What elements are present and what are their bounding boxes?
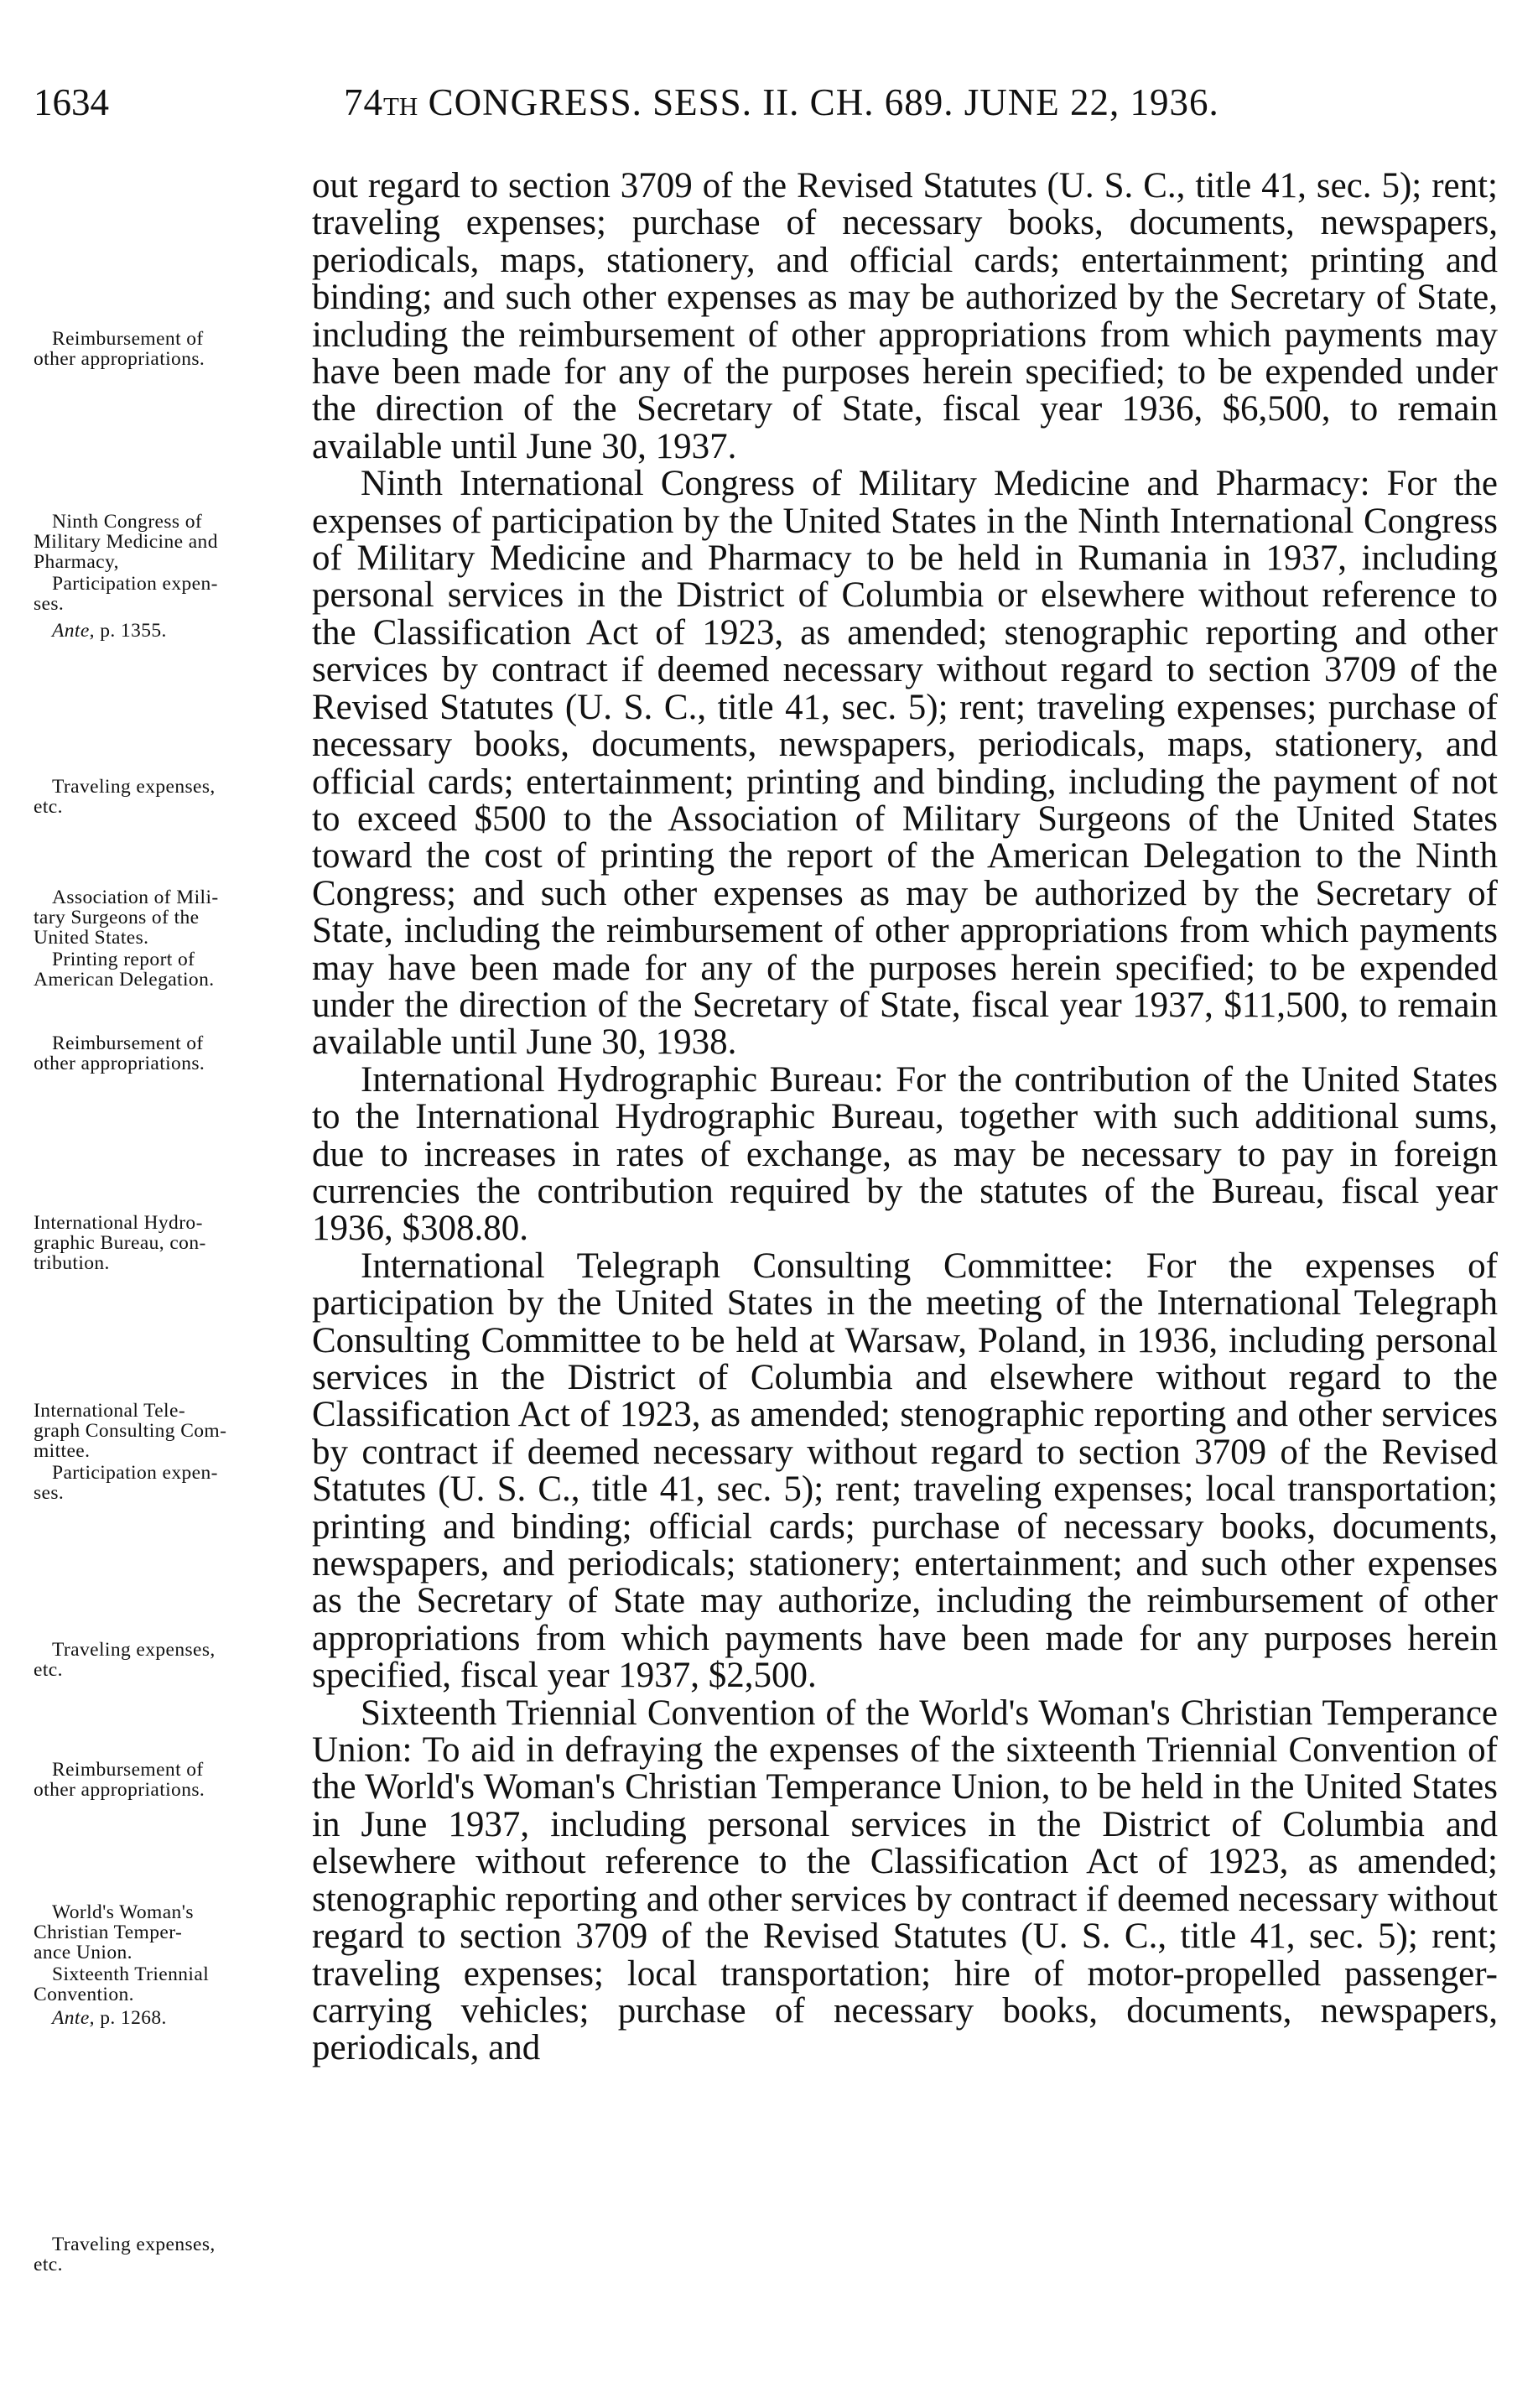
paragraph-continuation: out regard to section 3709 of the Revised Statutes (U. S. C., title 41, sec. 5); rent; traveling expenses; purchase of necessary books, documents, newspapers, periodicals, maps, stationery, and official cards; entertainment; printing and binding; and such other expenses as may be authorized by the Secretary of State, including the reimbursement of other appropriations from which payments may have been made for any of the purposes herein specified; to be expended under the direction of the Secretary of State, fiscal year 1936, $6,500, to remain available until June 30, 1937. — [312, 166, 1498, 466]
page-number: 1634 — [34, 81, 109, 123]
margin-note-traveling-expenses: Traveling expenses, etc. — [34, 776, 216, 818]
paragraph-hydrographic: International Hydrographic Bureau: For the contribution of the United States to the International Hydrographic Bureau, together with such additional sums, due to increases in rates of exchange, as may be necessary to pay in foreign currencies the contribution required by the statutes of the Bureau, fiscal year 1936, $308.80. — [312, 1059, 1498, 1249]
margin-note-printing-report: Printing report of American Delegation. — [34, 949, 215, 991]
ante-label: Ante, — [52, 2007, 95, 2029]
margin-note-traveling-expenses: Traveling expenses, etc. — [34, 1639, 216, 1681]
running-head-text: CONGRESS. SESS. II. CH. 689. JUNE 22, 1936. — [418, 81, 1219, 123]
margin-note-reimbursement: Reimbursement of other appropriations. — [34, 1032, 205, 1074]
margin-note-reimbursement: Reimbursement of other appropriations. — [34, 328, 205, 370]
congress-number: 74 — [344, 81, 383, 123]
margin-note-sixteenth-convention: Sixteenth Triennial Convention. — [34, 1963, 210, 2005]
paragraph-telegraph: International Telegraph Consulting Committee: For the expenses of participation by the United States in the meeting of the International Telegraph Consulting Committee to be held at Warsaw, Poland, in 1936, including personal services in the District of Columbia and elsewhere without regard to the Classification Act of 1923, as amended; stenographic reporting and other services by contract if deemed necessary without regard to section 3709 of the Revised Statutes (U. S. C., title 41, sec. 5); rent; traveling expenses; local transportation; printing and binding; official cards; purchase of necessary books, documents, newspapers, and periodicals; stationery; entertainment; and such other expenses as the Secretary of State may authorize, including the reimbursement of other appropriations from which payments have been made for any purposes herein specified, fiscal year 1937, $2,500. — [312, 1246, 1498, 1696]
margin-note-participation: Participation expen- ses. — [34, 1462, 218, 1504]
margin-note-hydrographic: International Hydro- graphic Bureau, con- tribution. — [34, 1212, 206, 1274]
paragraph-wctu: Sixteenth Triennial Convention of the World's Woman's Christian Temperance Union: To aid in defraying the expenses of the sixteenth Triennial Convention of the World's Woman's Christian Temperance Union, to be held in the United States in June 1937, including personal services in the District of Columbia and elsewhere without reference to the Classification Act of 1923, as amended; stenographic reporting and other services by contract if deemed necessary without regard to section 3709 of the Revised Statutes (U. S. C., title 41, sec. 5); rent; traveling expenses; local transportation; hire of motor-propelled passenger-carrying vehicles; purchase of necessary books, documents, newspapers, periodicals, and — [312, 1693, 1498, 2068]
margin-note-ante-1268 — [34, 2008, 309, 2028]
margin-note-wctu: World's Woman's Christian Temper- ance Union. — [34, 1901, 194, 1963]
ante-label: Ante, — [52, 620, 95, 642]
ante-page: p. 1268. — [94, 2007, 167, 2029]
margin-note-participation: Participation expen- ses. — [34, 573, 218, 615]
ante-page: p. 1355. — [94, 620, 167, 642]
paragraph-military-medicine: Ninth International Congress of Military Medicine and Pharmacy: For the expenses of participation by the United States in the Ninth International Congress of Military Medicine and Pharmacy to be held in Rumania in 1937, including personal services in the District of Columbia or elsewhere without reference to the Classification Act of 1923, as amended; stenographic reporting and other services by contract if deemed necessary without regard to section 3709 of the Revised Statutes (U. S. C., title 41, sec. 5); rent; traveling expenses; purchase of necessary books, documents, newspapers, periodicals, maps, stationery, and official cards; entertainment; printing and binding, including the payment of not to exceed $500 to the Association of Military Surgeons of the United States toward the cost of printing the report of the American Delegation to the Ninth Congress; and such other expenses as may be authorized by the Secretary of State, including the reimbursement of other appropriations from which payments may have been made for any of the purposes herein specified; to be expended under the direction of the Secretary of State, fiscal year 1937, $11,500, to remain available until June 30, 1938. — [312, 464, 1498, 1063]
margin-note-ninth-congress: Ninth Congress of Military Medicine and Pharmacy, — [34, 511, 218, 573]
margin-note-ante-1355 — [34, 621, 309, 641]
margin-note-association: Association of Mili- tary Surgeons of the United States. — [34, 887, 219, 949]
congress-ordinal: TH — [383, 91, 418, 121]
margin-note-telegraph: International Tele- graph Consulting Com- mittee. — [34, 1400, 227, 1462]
statute-body — [312, 168, 1498, 2067]
margin-note-reimbursement: Reimbursement of other appropriations. — [34, 1759, 205, 1801]
page-header — [0, 81, 1538, 131]
running-head — [344, 81, 1219, 124]
margin-note-traveling-expenses: Traveling expenses, etc. — [34, 2234, 216, 2275]
